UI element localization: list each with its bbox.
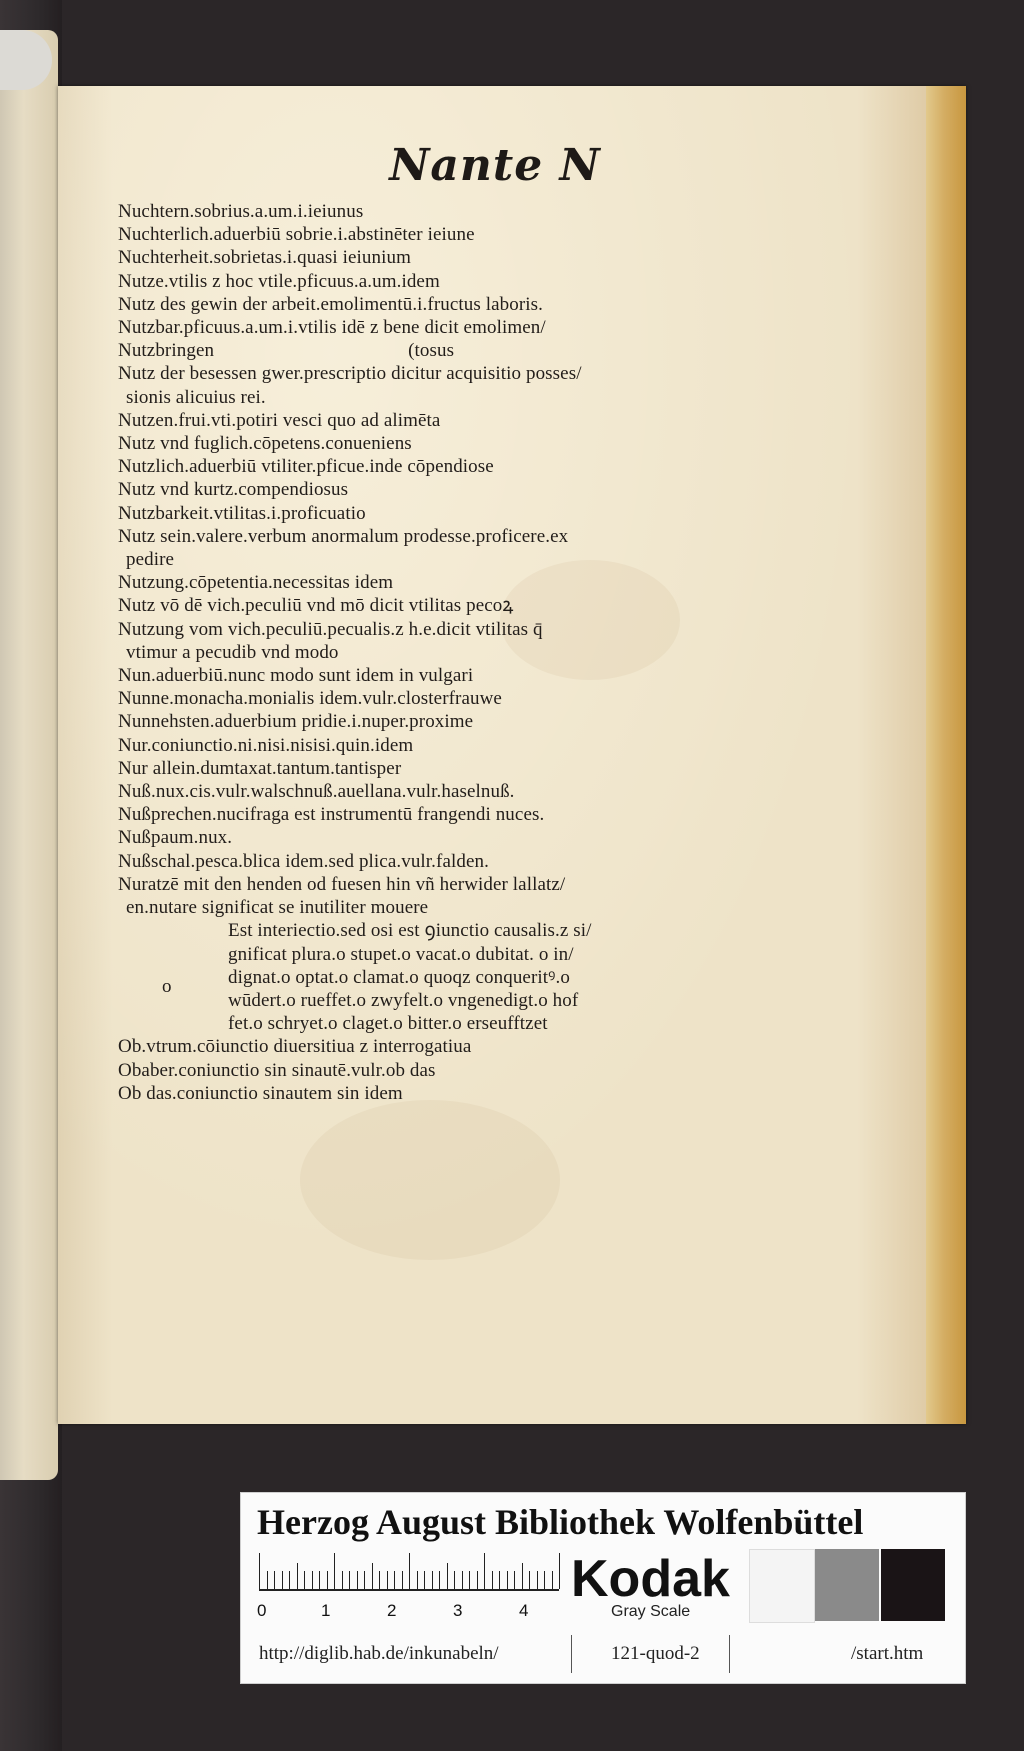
page-header: Nante N bbox=[389, 140, 601, 191]
ruler-tick bbox=[289, 1571, 290, 1589]
text-line: Nunne.monacha.monialis idem.vulr.closterfrauwe bbox=[118, 688, 502, 710]
ruler-scale bbox=[259, 1549, 559, 1591]
ruler-tick bbox=[484, 1553, 485, 1589]
ruler-tick bbox=[462, 1571, 463, 1589]
text-line: Nutzung vom vich.peculiū.pecualis.z h.e.dicit vtilitas q̄ bbox=[118, 618, 543, 640]
text-line: Nußschal.pesca.blica idem.sed plica.vulr.falden. bbox=[118, 850, 489, 872]
ruler-tick bbox=[507, 1571, 508, 1589]
text-line: Nutz sein.valere.verbum anormalum prodesse.proficere.ex bbox=[118, 525, 569, 547]
text-line: wūdert.o rueffet.o zwyfelt.o vngenedigt.o hof bbox=[228, 989, 579, 1011]
paper-stain bbox=[300, 1100, 560, 1260]
text-line: Nuß.nux.cis.vulr.walschnuß.auellana.vulr.haselnuß. bbox=[118, 781, 515, 803]
ruler-tick bbox=[349, 1571, 350, 1589]
ruler-tick bbox=[454, 1571, 455, 1589]
ruler-tick bbox=[469, 1571, 470, 1589]
ruler-tick bbox=[327, 1571, 328, 1589]
text-line: Ob.vtrum.cōiunctio diuersitiua z interrogatiua bbox=[118, 1036, 472, 1058]
ruler-tick bbox=[544, 1571, 545, 1589]
ruler-tick bbox=[267, 1571, 268, 1589]
text-line: Nuchterheit.sobrietas.i.quasi ieiunium bbox=[118, 247, 411, 269]
ruler-tick bbox=[297, 1563, 298, 1589]
ruler-tick bbox=[439, 1571, 440, 1589]
ruler-tick bbox=[379, 1571, 380, 1589]
scan-reference-card bbox=[240, 1492, 966, 1684]
library-name: Herzog August Bibliothek Wolfenbüttel bbox=[257, 1502, 864, 1542]
text-line: Nutz vnd fuglich.cōpetens.conueniens bbox=[118, 433, 412, 455]
ruler-tick bbox=[372, 1563, 373, 1589]
ruler-tick bbox=[432, 1571, 433, 1589]
text-line: Nutze.vtilis z hoc vtile.pficuus.a.um.idem bbox=[118, 270, 440, 292]
ruler-tick bbox=[477, 1571, 478, 1589]
ruler-tick bbox=[364, 1571, 365, 1589]
text-line: Nuchterlich.aduerbiū sobrie.i.abstinēter ieiune bbox=[118, 224, 475, 246]
ruler-tick bbox=[357, 1571, 358, 1589]
gray-swatch-light bbox=[749, 1549, 815, 1623]
text-line: Nunnehsten.aduerbium pridie.i.nuper.proxime bbox=[118, 711, 474, 733]
text-line: dignat.o optat.o clamat.o quoqz conqueritꝰ.o bbox=[228, 966, 570, 988]
text-line: Obaber.coniunctio sin sinautē.vulr.ob das bbox=[118, 1059, 436, 1081]
ruler-tick bbox=[447, 1563, 448, 1589]
ruler-tick bbox=[319, 1571, 320, 1589]
gray-swatch-dark bbox=[881, 1549, 945, 1621]
text-line: sionis alicuius rei. bbox=[126, 386, 266, 408]
ruler-tick bbox=[424, 1571, 425, 1589]
text-line: Nuchtern.sobrius.a.um.i.ieiunus bbox=[118, 201, 364, 222]
text-line: Est interiectio.sed osi est ꝯiunctio causalis.z si/ bbox=[228, 920, 592, 942]
text-line: Nutzbarkeit.vtilitas.i.proficuatio bbox=[118, 502, 366, 524]
text-line: Nutz vō dē vich.peculiū vnd mō dicit vtilitas pecoꝝ bbox=[118, 595, 514, 617]
text-line: Nutzbringen (tosus bbox=[118, 340, 455, 362]
ruler-tick bbox=[537, 1571, 538, 1589]
ruler-tick bbox=[304, 1571, 305, 1589]
url-base: http://diglib.hab.de/inkunabeln/ bbox=[259, 1643, 499, 1664]
text-line: Ob das.coniunctio sinautem sin idem bbox=[118, 1082, 403, 1104]
ruler-tick bbox=[522, 1563, 523, 1589]
ruler-tick bbox=[312, 1571, 313, 1589]
scale-number: 1 bbox=[321, 1601, 331, 1620]
ruler-tick bbox=[492, 1571, 493, 1589]
url-suffix: /start.htm bbox=[851, 1643, 924, 1664]
ruler-tick bbox=[394, 1571, 395, 1589]
text-line: Nutzbar.pficuus.a.um.i.vtilis idē z bene dicit emolimen/ bbox=[118, 317, 546, 339]
shelfmark: 121-quod-2 bbox=[611, 1643, 700, 1664]
kodak-logo: Kodak bbox=[571, 1550, 730, 1608]
text-line: Nutzung.cōpetentia.necessitas idem bbox=[118, 572, 394, 594]
ruler-tick bbox=[552, 1571, 553, 1589]
text-block bbox=[118, 200, 698, 1105]
ruler-tick bbox=[282, 1571, 283, 1589]
text-line: fet.o schryet.o claget.o bitter.o erseufftzet bbox=[228, 1013, 548, 1035]
divider bbox=[729, 1635, 730, 1673]
ruler-tick bbox=[499, 1571, 500, 1589]
text-line: Nußpaum.nux. bbox=[118, 827, 233, 849]
text-line: Nuratzē mit den henden od fuesen hin vñ herwider lallatz/ bbox=[118, 873, 566, 895]
scale-number: 3 bbox=[453, 1601, 463, 1620]
text-line: Nutz vnd kurtz.compendiosus bbox=[118, 479, 349, 501]
grayscale-label: Gray Scale bbox=[611, 1603, 691, 1620]
page-edge bbox=[926, 86, 966, 1424]
text-line: Nur.coniunctio.ni.nisi.nisisi.quin.idem bbox=[118, 734, 414, 756]
text-line: Nutz der besessen gwer.prescriptio dicitur acquisitio posses/ bbox=[118, 363, 582, 385]
scale-number: 2 bbox=[387, 1601, 397, 1620]
ruler-tick bbox=[259, 1553, 260, 1589]
ruler-tick bbox=[417, 1571, 418, 1589]
gray-swatch-mid bbox=[815, 1549, 879, 1621]
ruler-tick bbox=[387, 1571, 388, 1589]
text-line: Nutzlich.aduerbiū vtiliter.pficue.inde cōpendiose bbox=[118, 456, 494, 478]
ruler-tick bbox=[559, 1553, 560, 1589]
scale-number: 0 bbox=[257, 1601, 267, 1620]
divider bbox=[571, 1635, 572, 1673]
ruler-tick bbox=[334, 1553, 335, 1589]
text-line: pedire bbox=[126, 549, 175, 571]
ruler-tick bbox=[529, 1571, 530, 1589]
ruler-tick bbox=[402, 1571, 403, 1589]
text-line: vtimur a pecudib vnd modo bbox=[126, 641, 339, 663]
ruler-tick bbox=[342, 1571, 343, 1589]
text-line: Nur allein.dumtaxat.tantum.tantisper bbox=[118, 757, 402, 779]
ruler-tick bbox=[274, 1571, 275, 1589]
text-line: gnificat plura.o stupet.o vacat.o dubitat. o in/ bbox=[228, 943, 574, 965]
text-line: Nutz des gewin der arbeit.emolimentū.i.fructus laboris. bbox=[118, 293, 543, 315]
ruler-tick bbox=[514, 1571, 515, 1589]
margin-marker: o bbox=[162, 976, 172, 997]
ruler-tick bbox=[409, 1553, 410, 1589]
scale-number: 4 bbox=[519, 1601, 529, 1620]
facing-page-edge bbox=[0, 30, 58, 1480]
text-line: en.nutare significat se inutiliter mouere bbox=[126, 897, 429, 919]
text-line: Nußprechen.nucifraga est instrumentū frangendi nuces. bbox=[118, 804, 545, 826]
text-line: Nutzen.frui.vti.potiri vesci quo ad alimēta bbox=[118, 409, 441, 431]
text-line: Nun.aduerbiū.nunc modo sunt idem in vulgari bbox=[118, 665, 474, 687]
